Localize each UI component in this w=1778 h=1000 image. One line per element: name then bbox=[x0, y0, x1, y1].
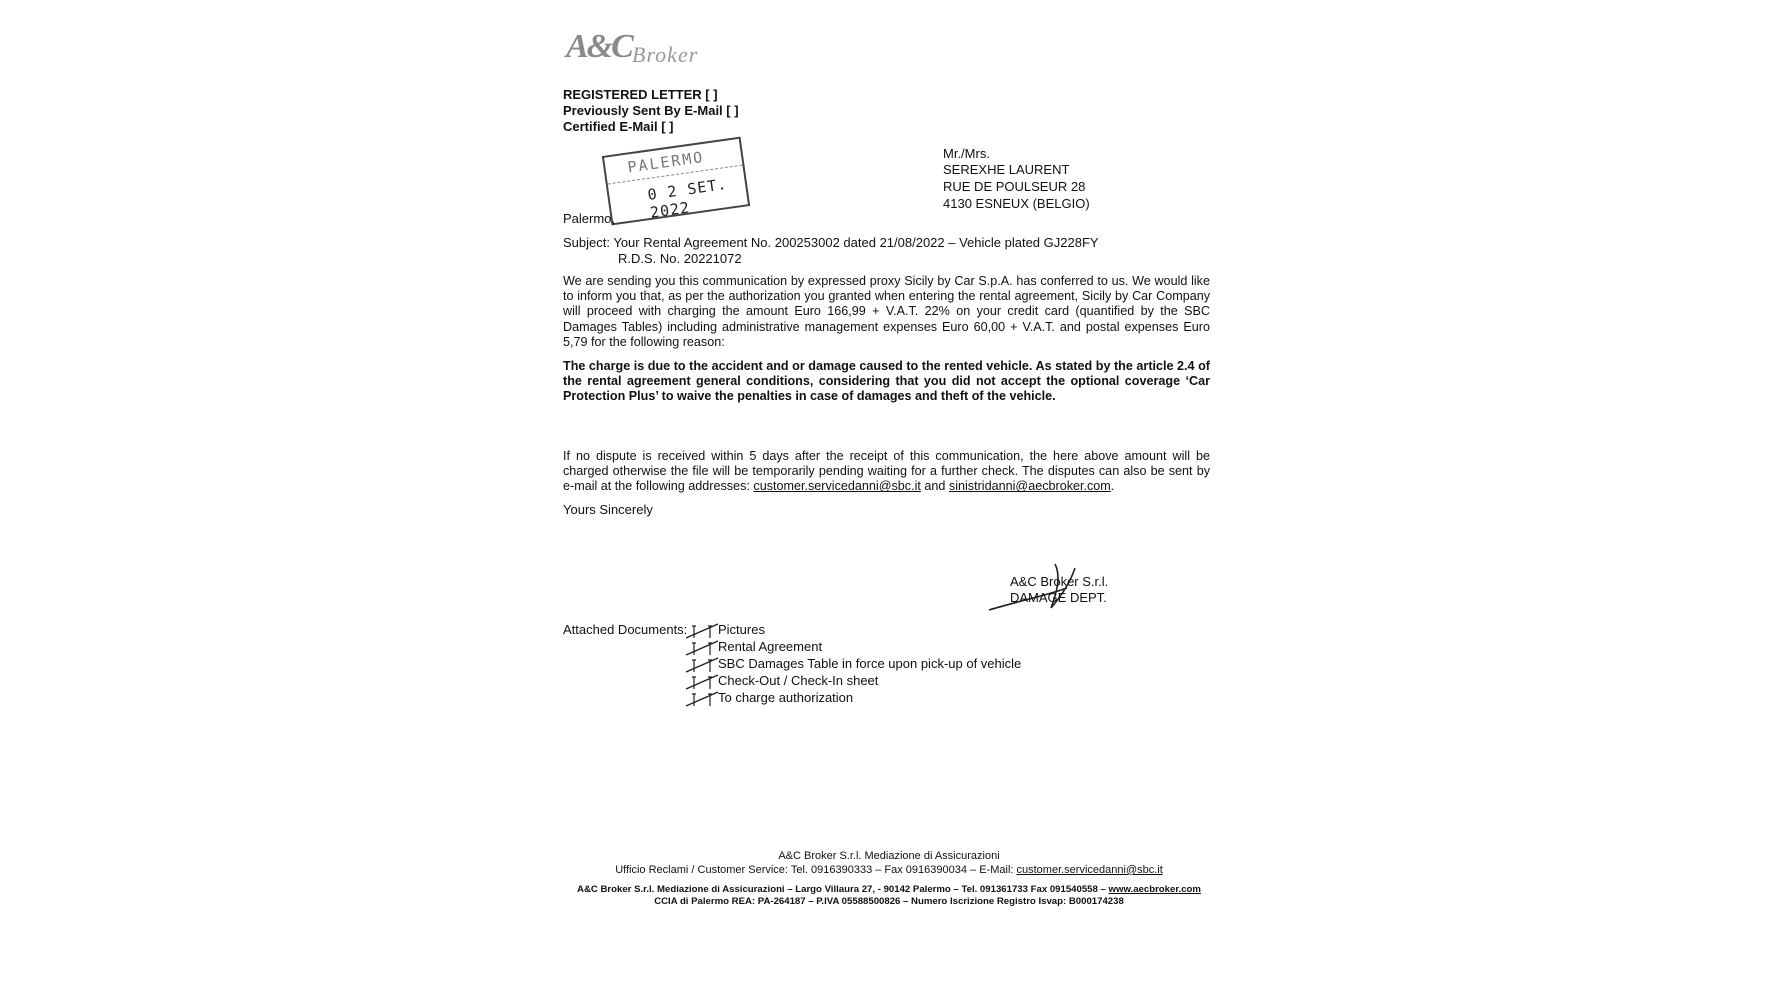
attachment-item: Rental Agreement bbox=[718, 639, 823, 654]
checkbox-checked-icon bbox=[684, 639, 720, 657]
attachment-item: SBC Damages Table in force upon pick-up of vehicle bbox=[718, 656, 1022, 671]
logo-main: A&C bbox=[566, 28, 632, 65]
closing-text: Yours Sincerely bbox=[563, 502, 653, 517]
checkbox-checked-icon bbox=[684, 673, 720, 691]
subject-line: Subject: Your Rental Agreement No. 200253002 dated 21/08/2022 – Vehicle plated GJ228FY bbox=[563, 235, 1099, 250]
footer-address bbox=[0, 884, 1778, 895]
body-paragraph-2: The charge is due to the accident and or damage caused to the rented vehicle. As stated by the article 2.4 of the rental agreement general conditions, considering that you did not accept the optional coverage ‘Car Protection Plus’ to waive the penalties in case of damages and theft of the vehicle. bbox=[563, 359, 1210, 404]
body-paragraph-3 bbox=[563, 449, 1210, 495]
dispute-text: If no dispute is received within 5 days after the receipt of this communication, the here above amount will be charged otherwise the file will be temporarily pending waiting for a further check. The disputes can also be sent by e-mail at the following addresses: bbox=[563, 449, 1210, 494]
and-text: and bbox=[920, 479, 949, 494]
stamp-city: PALERMO bbox=[626, 147, 706, 177]
recipient-city: 4130 ESNEUX (BELGIO) bbox=[943, 196, 1090, 211]
date-stamp bbox=[602, 137, 750, 226]
email-link-aecbroker[interactable]: sinistridanni@aecbroker.com bbox=[948, 479, 1111, 494]
checkbox-checked-icon bbox=[684, 690, 720, 708]
place-line: Palermo, bbox=[563, 211, 616, 226]
attachment-item: To charge authorization bbox=[718, 690, 854, 705]
attachment-item: Check-Out / Check-In sheet bbox=[718, 673, 879, 688]
footer-website-link[interactable]: www.aecbroker.com bbox=[1108, 884, 1201, 895]
attachments-label: Attached Documents: bbox=[563, 622, 688, 637]
stamp-date: 0 2 SET. 2022 bbox=[646, 174, 729, 222]
checkbox-checked-icon bbox=[684, 622, 720, 640]
footer-customer-service bbox=[0, 864, 1778, 876]
footer-email-link[interactable]: customer.servicedanni@sbc.it bbox=[1016, 864, 1163, 876]
footer-company: A&C Broker S.r.l. Mediazione di Assicurazioni bbox=[778, 850, 1000, 862]
rds-line: R.D.S. No. 20221072 bbox=[618, 251, 742, 266]
recipient-street: RUE DE POULSEUR 28 bbox=[943, 179, 1086, 194]
logo-sub: Broker bbox=[632, 42, 699, 67]
recipient-title: Mr./Mrs. bbox=[943, 146, 990, 161]
attachment-item: Pictures bbox=[718, 622, 765, 637]
previously-sent-line: Previously Sent By E-Mail [ ] bbox=[563, 103, 739, 118]
registered-letter-line: REGISTERED LETTER [ ] bbox=[563, 87, 718, 102]
recipient-name: SEREXHE LAURENT bbox=[943, 162, 1070, 177]
footer-registration: CCIA di Palermo REA: PA-264187 – P.IVA 05588500826 – Numero Iscrizione Registro Isvap: B000174238 bbox=[654, 896, 1124, 907]
checkbox-checked-icon bbox=[684, 656, 720, 674]
signature-dept: DAMAGE DEPT. bbox=[1010, 590, 1107, 605]
body-paragraph-1: We are sending you this communication by expressed proxy Sicily by Car S.p.A. has conferred to us. We would like to inform you that, as per the authorization you granted when entering the rental agreement, Sicily by Car Company will proceed with charging the amount Euro 166,99 + V.A.T. 22% on your credit card (quantified by the SBC Damages Tables) including administrative management expenses Euro 60,00 + V.A.T. and postal expenses Euro 5,79 for the following reason: bbox=[563, 274, 1210, 349]
email-link-sbc[interactable]: customer.servicedanni@sbc.it bbox=[753, 479, 921, 494]
signature-company: A&C Broker S.r.l. bbox=[1010, 574, 1109, 589]
certified-email-line: Certified E-Mail [ ] bbox=[563, 119, 674, 134]
footer-contact-text: Ufficio Reclami / Customer Service: Tel. 0916390333 – Fax 0916390034 – E-Mail: bbox=[615, 864, 1017, 876]
company-logo bbox=[566, 28, 726, 68]
period-text: . bbox=[1110, 479, 1115, 494]
footer-address-text: A&C Broker S.r.l. Mediazione di Assicurazioni – Largo Villaura 27, - 90142 Palermo – Tel. 091361733 Fax 091540558 – bbox=[577, 884, 1109, 895]
